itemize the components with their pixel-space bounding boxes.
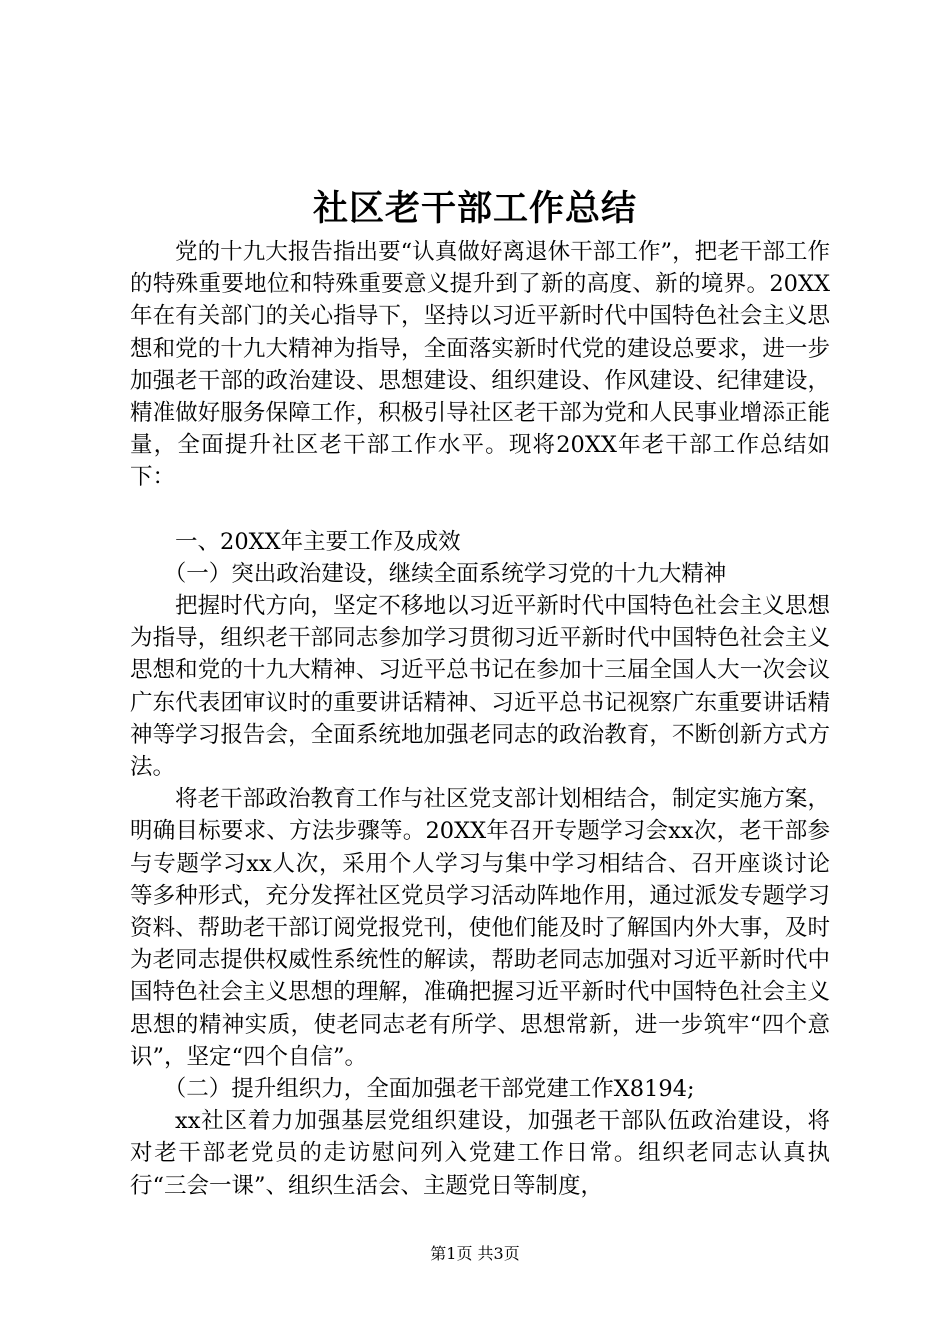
paragraph-party-building: xx社区着力加强基层党组织建设，加强老干部队伍政治建设，将对老干部老党员的走访慰问列入党建工作日常。组织老同志认真执行“三会一课”、组织生活会、主题党日等制度，: [130, 1108, 830, 1199]
subsection-heading-2: （二）提升组织力，全面加强老干部党建工作X8194;: [163, 1076, 695, 1103]
paragraph-gap: [130, 494, 830, 526]
paragraph-political-study: 把握时代方向，坚定不移地以习近平新时代中国特色社会主义思想为指导，组织老干部同志参加学习贯彻习近平新时代中国特色社会主义思想和党的十九大精神、习近平总书记在参加十三届全国人大一次会议广东代表团审议时的重要讲话精神、习近平总书记视察广东重要讲话精神等学习报告会，全面系统地加强老同志的政治教育，不断创新方式方法。: [130, 593, 830, 781]
page-number-footer: 第1页 共3页: [430, 1244, 520, 1263]
section-heading-1: 一、20XX年主要工作及成效: [175, 528, 461, 555]
document-title: 社区老干部工作总结: [312, 188, 637, 229]
paragraph-education-plan: 将老干部政治教育工作与社区党支部计划相结合，制定实施方案，明确目标要求、方法步骤等。20XX年召开专题学习会xx次，老干部参与专题学习xx人次，采用个人学习与集中学习相结合、召开座谈讨论等多种形式，充分发挥社区党员学习活动阵地作用，通过派发专题学习资料、帮助老干部订阅党报党刊，使他们能及时了解国内外大事，及时为老同志提供权威性系统性的解读，帮助老同志加强对习近平新时代中国特色社会主义思想的理解，准确把握习近平新时代中国特色社会主义思想的精神实质，使老同志老有所学、思想常新，进一步筑牢“四个意识”，坚定“四个自信”。: [130, 786, 830, 1070]
paragraph-intro: 党的十九大报告指出要“认真做好离退休干部工作”，把老干部工作的特殊重要地位和特殊重要意义提升到了新的高度、新的境界。20XX年在有关部门的关心指导下，坚持以习近平新时代中国特色社会主义思想和党的十九大精神为指导，全面落实新时代党的建设总要求，进一步加强老干部的政治建设、思想建设、组织建设、作风建设、纪律建设，精准做好服务保障工作，积极引导社区老干部为党和人民事业增添正能量，全面提升社区老干部工作水平。现将20XX年老干部工作总结如下：: [130, 239, 830, 491]
subsection-heading-1: （一）突出政治建设，继续全面系统学习党的十九大精神: [163, 560, 727, 587]
document-body: [130, 236, 830, 1202]
